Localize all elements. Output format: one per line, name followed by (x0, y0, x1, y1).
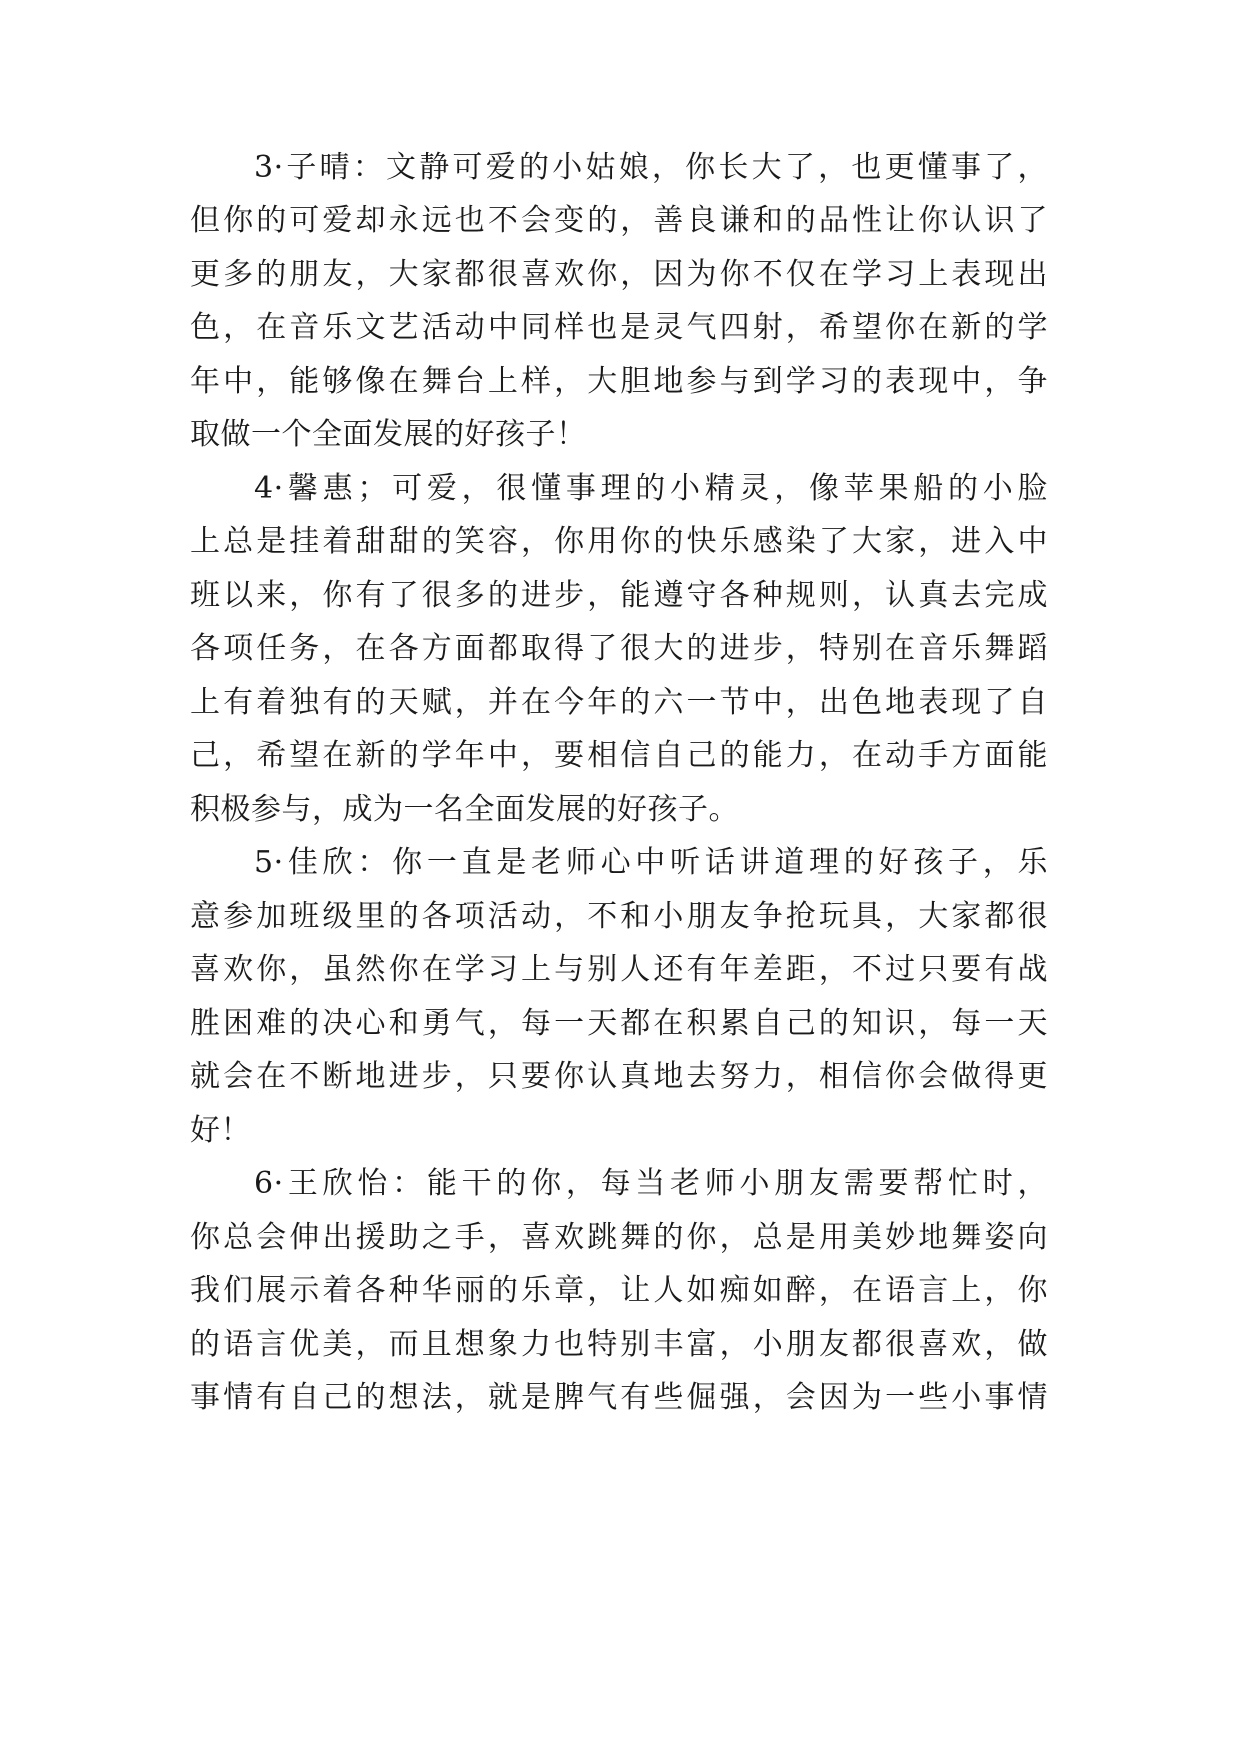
paragraph-line: 各项任务，在各方面都取得了很大的进步，特别在音乐舞蹈 (190, 631, 1048, 666)
paragraph-line: 胜困难的决心和勇气，每一天都在积累自己的知识，每一天 (190, 1006, 1048, 1041)
paragraph-line: 积极参与，成为一名全面发展的好孩子。 (190, 792, 739, 827)
paragraph-line: 己，希望在新的学年中，要相信自己的能力，在动手方面能 (190, 738, 1048, 773)
paragraph-line: 好！ (190, 1113, 251, 1148)
paragraph-line: 班以来，你有了很多的进步，能遵守各种规则，认真去完成 (190, 578, 1048, 613)
paragraph-line: 更多的朋友，大家都很喜欢你，因为你不仅在学习上表现出 (190, 257, 1048, 292)
paragraph-line: 就会在不断地进步，只要你认真地去努力，相信你会做得更 (190, 1059, 1048, 1094)
paragraph-line: 年中，能够像在舞台上样，大胆地参与到学习的表现中，争 (190, 364, 1048, 399)
paragraph-line: 我们展示着各种华丽的乐章，让人如痴如醉，在语言上，你 (190, 1273, 1048, 1308)
paragraph-line: 取做一个全面发展的好孩子！ (190, 417, 587, 452)
paragraph-line: 的语言优美，而且想象力也特别丰富，小朋友都很喜欢，做 (190, 1327, 1048, 1362)
paragraph-line: 上有着独有的天赋，并在今年的六一节中，出色地表现了自 (190, 685, 1048, 720)
paragraph-line: 4·馨惠；可爱，很懂事理的小精灵，像苹果船的小脸 (254, 471, 1048, 506)
paragraph-line: 6·王欣怡：能干的你，每当老师小朋友需要帮忙时， (254, 1166, 1048, 1201)
paragraph-line: 但你的可爱却永远也不会变的，善良谦和的品性让你认识了 (190, 203, 1048, 238)
paragraph-line: 上总是挂着甜甜的笑容，你用你的快乐感染了大家，进入中 (190, 524, 1048, 559)
paragraph-line: 喜欢你，虽然你在学习上与别人还有年差距，不过只要有战 (190, 952, 1048, 987)
paragraph-line: 色，在音乐文艺活动中同样也是灵气四射，希望你在新的学 (190, 310, 1048, 345)
paragraph-line: 3·子晴：文静可爱的小姑娘，你长大了，也更懂事了， (254, 150, 1048, 185)
paragraph-line: 5·佳欣：你一直是老师心中听话讲道理的好孩子，乐 (254, 845, 1048, 880)
paragraph-line: 事情有自己的想法，就是脾气有些倔强，会因为一些小事情 (190, 1380, 1048, 1415)
paragraph-line: 你总会伸出援助之手，喜欢跳舞的你，总是用美妙地舞姿向 (190, 1220, 1048, 1255)
paragraph-line: 意参加班级里的各项活动，不和小朋友争抢玩具，大家都很 (190, 899, 1048, 934)
